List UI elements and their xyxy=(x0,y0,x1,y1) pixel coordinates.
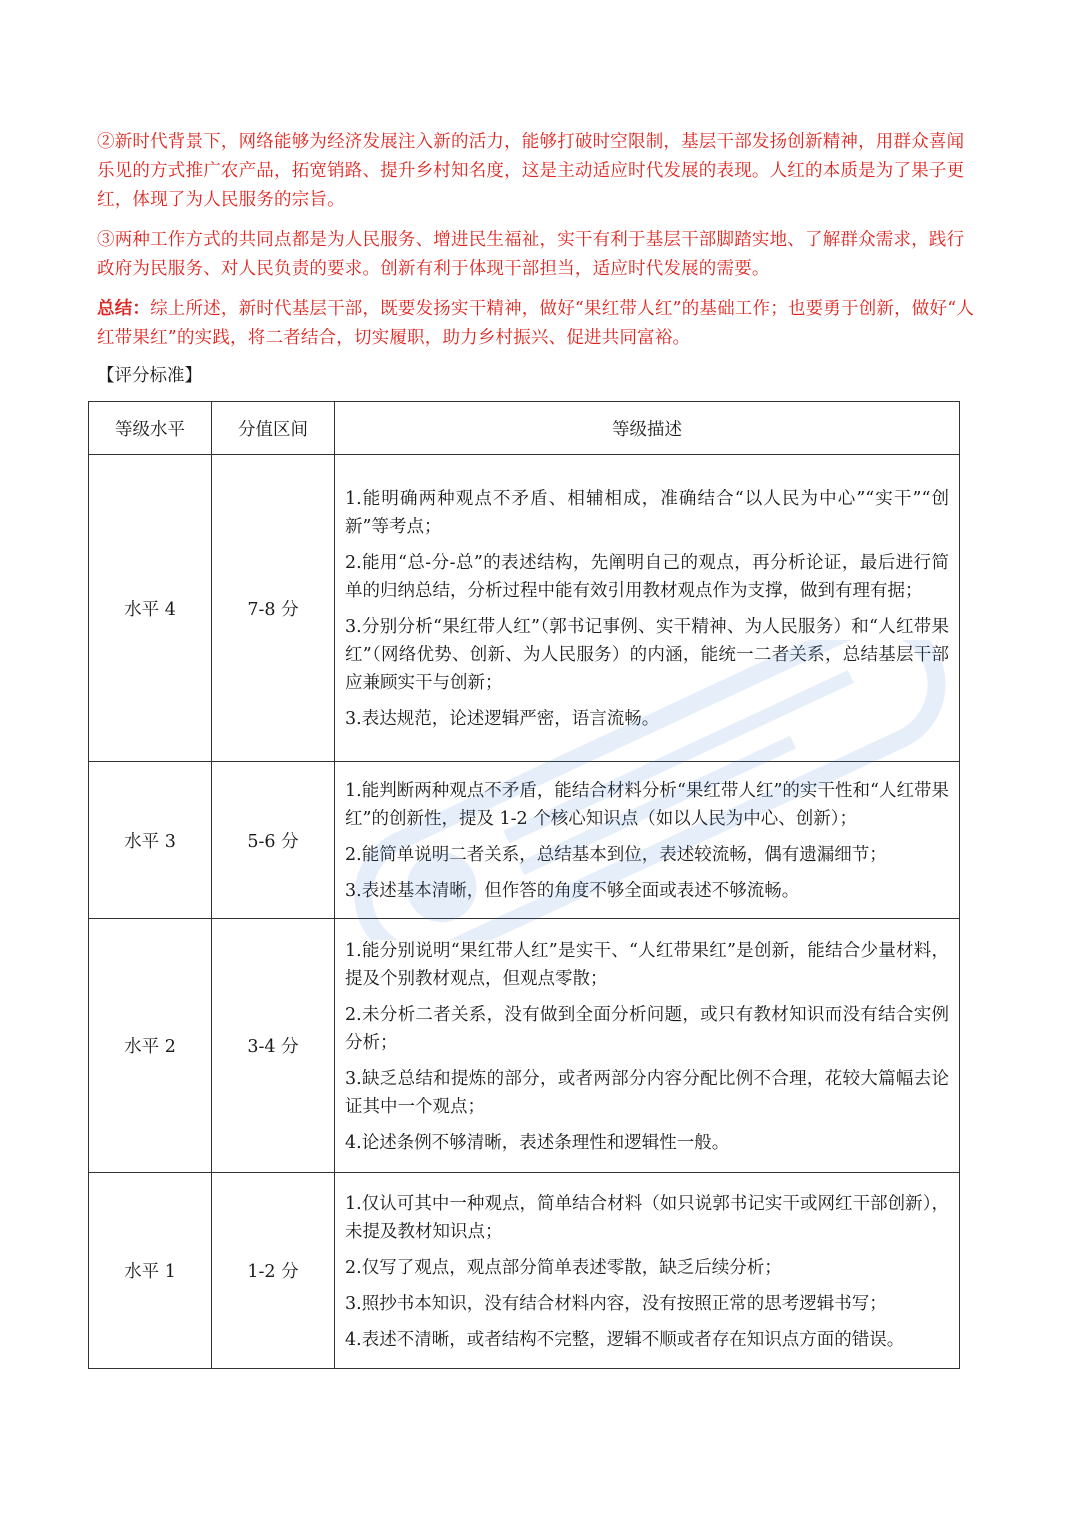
description-item: 3.表达规范，论述逻辑严密，语言流畅。 xyxy=(345,709,660,729)
table-row xyxy=(89,919,960,1173)
range-cell: 5-6 分 xyxy=(212,762,335,919)
level-cell: 水平 3 xyxy=(89,762,212,919)
description-cell xyxy=(335,919,960,1173)
description-item: 2.仅写了观点，观点部分简单表述零散，缺乏后续分析； xyxy=(345,1257,782,1278)
table-row xyxy=(89,455,960,762)
description-item: 1.能分别说明“果红带人红”是实干、“人红带果红”是创新，能结合少量材料，提及个别教材观点，但观点零散； xyxy=(345,940,949,989)
header-level: 等级水平 xyxy=(89,402,212,455)
header-range: 分值区间 xyxy=(212,402,335,455)
summary-paragraph xyxy=(97,295,977,353)
table-row xyxy=(89,762,960,919)
description-cell xyxy=(335,1173,960,1369)
range-cell: 7-8 分 xyxy=(212,455,335,762)
summary-label: 总结： xyxy=(97,299,151,319)
description-cell xyxy=(335,455,960,762)
answer-paragraph-2: ②新时代背景下，网络能够为经济发展注入新的活力，能够打破时空限制，基层干部发扬创新精神，用群众喜闻乐见的方式推广农产品，拓宽销路、提升乡村知名度，这是主动适应时代发展的表现。人红的本质是为了果子更红，体现了为人民服务的宗旨。 xyxy=(97,132,965,210)
description-item: 3.照抄书本知识，没有结合材料内容，没有按照正常的思考逻辑书写； xyxy=(345,1293,887,1314)
rubric-heading: 【评分标准】 xyxy=(97,366,202,386)
description-cell xyxy=(335,762,960,919)
answer-paragraph-3: ③两种工作方式的共同点都是为人民服务、增进民生福祉，实干有利于基层干部脚踏实地、了解群众需求，践行政府为民服务、对人民负责的要求。创新有利于体现干部担当，适应时代发展的需要。 xyxy=(97,230,965,279)
summary-text: 综上所述，新时代基层干部，既要发扬实干精神，做好“果红带人红”的基础工作；也要勇于创新，做好“人红带果红”的实践，将二者结合，切实履职，助力乡村振兴、促进共同富裕。 xyxy=(97,299,975,348)
description-item: 3.缺乏总结和提炼的部分，或者两部分内容分配比例不合理，花较大篇幅去论证其中一个观点； xyxy=(345,1068,949,1117)
table-row xyxy=(89,1173,960,1369)
table-header-row xyxy=(89,402,960,455)
description-item: 3.分别分析“果红带人红”（郭书记事例、实干精神、为人民服务）和“人红带果红”（网络优势、创新、为人民服务）的内涵，能统一二者关系，总结基层干部应兼顾实干与创新； xyxy=(345,617,949,693)
description-item: 3.表述基本清晰，但作答的角度不够全面或表述不够流畅。 xyxy=(345,881,800,901)
description-item: 4.表述不清晰，或者结构不完整，逻辑不顺或者存在知识点方面的错误。 xyxy=(345,1329,905,1350)
description-item: 2.未分析二者关系，没有做到全面分析问题，或只有教材知识而没有结合实例分析； xyxy=(345,1004,949,1053)
description-item: 1.能明确两种观点不矛盾、相辅相成，准确结合“以人民为中心”“实干”“创新”等考点； xyxy=(345,489,949,537)
range-cell: 3-4 分 xyxy=(212,919,335,1173)
description-item: 1.仅认可其中一种观点，简单结合材料（如只说郭书记实干或网红干部创新），未提及教材知识点； xyxy=(345,1193,949,1242)
rubric-table xyxy=(88,401,960,1369)
level-cell: 水平 4 xyxy=(89,455,212,762)
header-description: 等级描述 xyxy=(335,402,960,455)
description-item: 2.能简单说明二者关系，总结基本到位，表述较流畅，偶有遗漏细节； xyxy=(345,845,887,865)
level-cell: 水平 2 xyxy=(89,919,212,1173)
range-cell: 1-2 分 xyxy=(212,1173,335,1369)
description-item: 2.能用“总-分-总”的表述结构，先阐明自己的观点，再分析论证，最后进行简单的归纳总结，分析过程中能有效引用教材观点作为支撑，做到有理有据； xyxy=(345,553,949,601)
description-item: 4.论述条例不够清晰，表述条理性和逻辑性一般。 xyxy=(345,1132,730,1153)
level-cell: 水平 1 xyxy=(89,1173,212,1369)
description-item: 1.能判断两种观点不矛盾，能结合材料分析“果红带人红”的实干性和“人红带果红”的创新性，提及 1-2 个核心知识点（如以人民为中心、创新）； xyxy=(345,781,949,829)
